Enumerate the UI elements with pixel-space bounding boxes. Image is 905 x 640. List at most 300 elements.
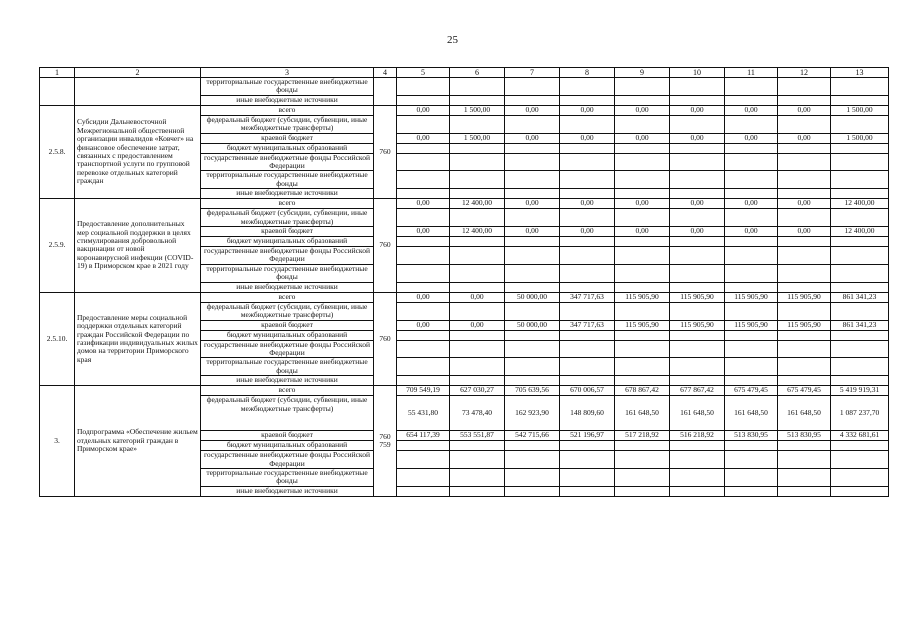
header-cell: 3 — [201, 68, 374, 78]
source-label: государственные внебюджетные фонды Российской Федерации — [201, 451, 374, 469]
budget-code: 760 — [374, 199, 397, 292]
value-cell — [831, 115, 889, 133]
value-cell — [670, 115, 725, 133]
row-number: 2.5.10. — [40, 292, 75, 385]
value-cell — [778, 302, 831, 320]
row-number: 2.5.9. — [40, 199, 75, 292]
value-cell — [450, 486, 505, 496]
value-cell — [670, 189, 725, 199]
value-cell — [778, 451, 831, 469]
source-label: территориальные государственные внебюджетные фонды — [201, 358, 374, 376]
value-cell: 861 341,23 — [831, 292, 889, 302]
source-label: всего — [201, 199, 374, 209]
value-cell — [450, 282, 505, 292]
value-cell — [670, 247, 725, 265]
value-cell — [615, 143, 670, 153]
value-cell — [778, 486, 831, 496]
value-cell — [670, 330, 725, 340]
value-cell — [778, 330, 831, 340]
source-label: бюджет муниципальных образований — [201, 143, 374, 153]
value-cell: 705 639,56 — [505, 386, 560, 396]
value-cell — [397, 451, 450, 469]
value-cell: 0,00 — [505, 199, 560, 209]
value-cell: 542 715,66 — [505, 431, 560, 441]
value-cell — [450, 302, 505, 320]
value-cell — [831, 376, 889, 386]
value-cell: 0,00 — [505, 105, 560, 115]
value-cell — [505, 189, 560, 199]
value-cell — [505, 486, 560, 496]
value-cell: 0,00 — [397, 133, 450, 143]
value-cell — [397, 441, 450, 451]
value-cell: 12 400,00 — [450, 199, 505, 209]
value-cell — [831, 486, 889, 496]
value-cell: 0,00 — [505, 133, 560, 143]
source-label: федеральный бюджет (субсидии, субвенции, иные межбюджетные трансферты) — [201, 209, 374, 227]
value-cell — [670, 209, 725, 227]
table-row — [40, 105, 889, 115]
value-cell — [615, 340, 670, 358]
value-cell — [725, 340, 778, 358]
value-cell — [397, 340, 450, 358]
value-cell — [778, 247, 831, 265]
value-cell — [397, 282, 450, 292]
budget-code: 760 — [374, 292, 397, 385]
value-cell — [670, 451, 725, 469]
table-row — [40, 199, 889, 209]
value-cell: 627 030,27 — [450, 386, 505, 396]
value-cell — [560, 171, 615, 189]
value-cell — [560, 468, 615, 486]
value-cell: 521 196,97 — [560, 431, 615, 441]
value-cell: 0,00 — [725, 227, 778, 237]
value-cell — [505, 237, 560, 247]
header-cell: 1 — [40, 68, 75, 78]
value-cell — [505, 247, 560, 265]
budget-code: 760 — [374, 105, 397, 198]
value-cell — [397, 486, 450, 496]
value-cell — [397, 358, 450, 376]
value-cell — [560, 340, 615, 358]
value-cell: 0,00 — [778, 133, 831, 143]
value-cell — [397, 209, 450, 227]
value-cell — [725, 189, 778, 199]
value-cell: 0,00 — [670, 105, 725, 115]
value-cell: 670 006,57 — [560, 386, 615, 396]
value-cell: 161 648,50 — [615, 396, 670, 431]
value-cell — [505, 282, 560, 292]
value-cell — [670, 143, 725, 153]
value-cell: 0,00 — [670, 199, 725, 209]
value-cell: 0,00 — [560, 199, 615, 209]
source-label: краевой бюджет — [201, 133, 374, 143]
value-cell — [450, 115, 505, 133]
header-cell: 12 — [778, 68, 831, 78]
value-cell — [450, 189, 505, 199]
value-cell — [397, 376, 450, 386]
value-cell — [778, 189, 831, 199]
source-label: всего — [201, 386, 374, 396]
header-cell: 9 — [615, 68, 670, 78]
value-cell — [505, 302, 560, 320]
value-cell — [725, 468, 778, 486]
source-label: всего — [201, 105, 374, 115]
header-cell: 4 — [374, 68, 397, 78]
value-cell — [831, 302, 889, 320]
value-cell: 0,00 — [670, 227, 725, 237]
source-label: иные внебюджетные источники — [201, 95, 374, 105]
value-cell — [831, 282, 889, 292]
row-name: Подпрограмма «Обеспечение жильем отдельных категорий граждан в Приморском крае» — [75, 386, 201, 497]
value-cell — [560, 115, 615, 133]
value-cell — [397, 115, 450, 133]
value-cell: 678 867,42 — [615, 386, 670, 396]
value-cell: 0,00 — [505, 227, 560, 237]
value-cell — [615, 282, 670, 292]
value-cell: 1 500,00 — [450, 105, 505, 115]
value-cell: 5 419 919,31 — [831, 386, 889, 396]
value-cell — [725, 247, 778, 265]
value-cell — [615, 486, 670, 496]
value-cell: 1 087 237,70 — [831, 396, 889, 431]
value-cell: 0,00 — [397, 105, 450, 115]
value-cell — [670, 441, 725, 451]
value-cell: 0,00 — [560, 133, 615, 143]
page-number: 25 — [447, 34, 458, 46]
value-cell — [450, 247, 505, 265]
value-cell: 0,00 — [560, 105, 615, 115]
value-cell — [450, 209, 505, 227]
value-cell: 677 867,42 — [670, 386, 725, 396]
value-cell — [615, 115, 670, 133]
value-cell — [505, 330, 560, 340]
source-label: территориальные государственные внебюджетные фонды — [201, 468, 374, 486]
value-cell: 654 117,39 — [397, 431, 450, 441]
value-cell — [670, 302, 725, 320]
value-cell — [778, 143, 831, 153]
source-label: федеральный бюджет (субсидии, субвенции, иные межбюджетные трансферты) — [201, 302, 374, 320]
value-cell — [778, 282, 831, 292]
value-cell: 553 551,87 — [450, 431, 505, 441]
source-label: государственные внебюджетные фонды Российской Федерации — [201, 340, 374, 358]
value-cell — [725, 330, 778, 340]
value-cell: 0,00 — [397, 320, 450, 330]
value-cell — [560, 376, 615, 386]
value-cell — [505, 376, 560, 386]
value-cell — [560, 153, 615, 171]
value-cell: 55 431,80 — [397, 396, 450, 431]
value-cell: 12 400,00 — [831, 199, 889, 209]
value-cell: 0,00 — [615, 133, 670, 143]
value-cell — [670, 486, 725, 496]
value-cell: 12 400,00 — [831, 227, 889, 237]
value-cell: 513 830,95 — [725, 431, 778, 441]
value-cell — [778, 376, 831, 386]
source-label: территориальные государственные внебюджетные фонды — [201, 78, 374, 96]
value-cell: 115 905,90 — [615, 320, 670, 330]
value-cell: 115 905,90 — [778, 320, 831, 330]
value-cell: 115 905,90 — [778, 292, 831, 302]
empty-cell — [40, 78, 75, 106]
value-cell: 709 549,19 — [397, 386, 450, 396]
value-cell — [505, 143, 560, 153]
value-cell — [725, 282, 778, 292]
value-cell — [560, 237, 615, 247]
value-cell: 0,00 — [725, 199, 778, 209]
value-cell — [615, 358, 670, 376]
source-label: краевой бюджет — [201, 320, 374, 330]
header-cell: 6 — [450, 68, 505, 78]
value-cell — [615, 302, 670, 320]
value-cell — [725, 376, 778, 386]
value-cell — [615, 264, 670, 282]
value-cell — [560, 189, 615, 199]
value-cell — [505, 358, 560, 376]
value-cell — [560, 209, 615, 227]
row-name: Субсидии Дальневосточной Межрегиональной общественной организации инвалидов «Ковчег» на финансовое обеспечение затрат, связанных с предоставлением транспортной услуги по групповой перевозке отдельных категорий граждан — [75, 105, 201, 198]
value-cell — [615, 153, 670, 171]
value-cell — [450, 330, 505, 340]
value-cell: 1 500,00 — [831, 105, 889, 115]
value-cell: 0,00 — [615, 199, 670, 209]
value-cell: 115 905,90 — [670, 320, 725, 330]
value-cell — [831, 264, 889, 282]
value-cell — [560, 302, 615, 320]
value-cell — [831, 247, 889, 265]
value-cell — [725, 451, 778, 469]
value-cell: 162 923,90 — [505, 396, 560, 431]
source-label: иные внебюджетные источники — [201, 376, 374, 386]
value-cell — [615, 237, 670, 247]
value-cell — [450, 237, 505, 247]
value-cell — [670, 340, 725, 358]
header-cell: 13 — [831, 68, 889, 78]
budget-table — [39, 67, 889, 497]
value-cell — [615, 330, 670, 340]
value-cell — [450, 153, 505, 171]
value-cell: 0,00 — [397, 292, 450, 302]
source-label: иные внебюджетные источники — [201, 189, 374, 199]
value-cell — [450, 143, 505, 153]
source-label: территориальные государственные внебюджетные фонды — [201, 171, 374, 189]
value-cell — [725, 143, 778, 153]
value-cell — [505, 115, 560, 133]
header-cell: 2 — [75, 68, 201, 78]
header-cell: 5 — [397, 68, 450, 78]
source-label: федеральный бюджет (субсидии, субвенции, иные межбюджетные трансферты) — [201, 115, 374, 133]
value-cell: 161 648,50 — [725, 396, 778, 431]
row-name: Предоставление дополнительных мер социальной поддержки в целях стимулирования добровольной вакцинации от новой коронавирусной инфекции (COVID-19) в Приморском крае в 2021 году — [75, 199, 201, 292]
table-row — [40, 386, 889, 396]
value-cell — [831, 330, 889, 340]
value-cell — [450, 358, 505, 376]
value-cell — [505, 468, 560, 486]
value-cell — [725, 209, 778, 227]
value-cell — [505, 264, 560, 282]
source-label: федеральный бюджет (субсидии, субвенции, иные межбюджетные трансферты) — [201, 396, 374, 431]
value-cell — [505, 340, 560, 358]
budget-code: 760 759 — [374, 386, 397, 497]
value-cell — [505, 209, 560, 227]
value-cell: 517 218,92 — [615, 431, 670, 441]
value-cell — [450, 376, 505, 386]
value-cell — [450, 468, 505, 486]
value-cell: 148 809,60 — [560, 396, 615, 431]
value-cell — [831, 340, 889, 358]
value-cell: 50 000,00 — [505, 292, 560, 302]
header-cell: 7 — [505, 68, 560, 78]
value-cell — [670, 358, 725, 376]
value-cell — [615, 376, 670, 386]
value-cell — [778, 264, 831, 282]
value-cell: 0,00 — [397, 199, 450, 209]
value-cell — [505, 451, 560, 469]
value-cell: 0,00 — [450, 292, 505, 302]
value-cell — [725, 441, 778, 451]
value-cell — [778, 340, 831, 358]
value-cell — [778, 153, 831, 171]
value-cell — [615, 468, 670, 486]
value-cell — [778, 237, 831, 247]
value-cell — [615, 189, 670, 199]
value-cell: 0,00 — [670, 133, 725, 143]
value-cell — [560, 247, 615, 265]
value-cell — [397, 237, 450, 247]
value-cell — [397, 468, 450, 486]
value-cell — [831, 451, 889, 469]
value-cell — [615, 247, 670, 265]
value-cell — [725, 171, 778, 189]
value-cell: 516 218,92 — [670, 431, 725, 441]
value-cell — [615, 171, 670, 189]
header-cell: 11 — [725, 68, 778, 78]
value-cell: 0,00 — [778, 199, 831, 209]
value-cell — [831, 237, 889, 247]
value-cell — [560, 358, 615, 376]
source-label: иные внебюджетные источники — [201, 282, 374, 292]
value-cell: 0,00 — [725, 105, 778, 115]
value-cell — [725, 358, 778, 376]
value-cell — [725, 115, 778, 133]
value-cell — [778, 209, 831, 227]
value-cell — [397, 302, 450, 320]
value-cell: 115 905,90 — [670, 292, 725, 302]
value-cell — [831, 143, 889, 153]
value-cell — [670, 468, 725, 486]
value-cell: 675 479,45 — [725, 386, 778, 396]
value-cell — [725, 302, 778, 320]
value-cell: 861 341,23 — [831, 320, 889, 330]
value-cell — [450, 441, 505, 451]
table-row — [40, 78, 889, 96]
value-cell: 1 500,00 — [450, 133, 505, 143]
value-cell — [778, 358, 831, 376]
value-cell — [397, 143, 450, 153]
source-label: территориальные государственные внебюджетные фонды — [201, 264, 374, 282]
source-label: краевой бюджет — [201, 227, 374, 237]
source-label: бюджет муниципальных образований — [201, 441, 374, 451]
value-cell: 1 500,00 — [831, 133, 889, 143]
value-cell — [831, 171, 889, 189]
value-cell — [560, 264, 615, 282]
value-cell — [505, 153, 560, 171]
value-cell: 0,00 — [450, 320, 505, 330]
value-cell — [831, 441, 889, 451]
source-label: бюджет муниципальных образований — [201, 237, 374, 247]
value-cell: 0,00 — [725, 133, 778, 143]
empty-cell — [374, 78, 397, 106]
value-cell: 161 648,50 — [670, 396, 725, 431]
value-cell: 347 717,63 — [560, 320, 615, 330]
value-cell — [560, 330, 615, 340]
value-cell — [670, 153, 725, 171]
value-cell — [778, 468, 831, 486]
value-cell — [725, 237, 778, 247]
value-cell — [560, 451, 615, 469]
value-cell — [615, 209, 670, 227]
row-number: 3. — [40, 386, 75, 497]
value-cell — [778, 115, 831, 133]
value-cell — [397, 171, 450, 189]
value-cell — [725, 153, 778, 171]
value-cell — [831, 153, 889, 171]
value-cell — [615, 441, 670, 451]
value-cell: 0,00 — [778, 227, 831, 237]
value-cell: 0,00 — [778, 105, 831, 115]
source-label: государственные внебюджетные фонды Российской Федерации — [201, 247, 374, 265]
value-cell — [670, 264, 725, 282]
row-number: 2.5.8. — [40, 105, 75, 198]
value-cell — [560, 486, 615, 496]
source-label: государственные внебюджетные фонды Российской Федерации — [201, 153, 374, 171]
value-cell — [450, 171, 505, 189]
value-cell: 115 905,90 — [615, 292, 670, 302]
header-cell: 10 — [670, 68, 725, 78]
value-cell: 115 905,90 — [725, 292, 778, 302]
header-row — [40, 68, 889, 78]
value-cell — [397, 330, 450, 340]
source-label: краевой бюджет — [201, 431, 374, 441]
value-cell — [725, 264, 778, 282]
value-cell — [725, 486, 778, 496]
header-cell: 8 — [560, 68, 615, 78]
value-cell: 73 478,40 — [450, 396, 505, 431]
value-cell: 513 830,95 — [778, 431, 831, 441]
value-cell: 0,00 — [560, 227, 615, 237]
value-cell: 0,00 — [397, 227, 450, 237]
value-cell: 161 648,50 — [778, 396, 831, 431]
value-cell — [778, 441, 831, 451]
value-cell — [397, 247, 450, 265]
value-cell: 0,00 — [615, 105, 670, 115]
value-cell — [560, 143, 615, 153]
value-cell: 675 479,45 — [778, 386, 831, 396]
empty-cell — [75, 78, 201, 106]
value-cell: 4 332 681,61 — [831, 431, 889, 441]
value-cell — [505, 171, 560, 189]
value-cell — [831, 468, 889, 486]
value-cell — [450, 264, 505, 282]
source-label: бюджет муниципальных образований — [201, 330, 374, 340]
value-cell: 347 717,63 — [560, 292, 615, 302]
row-name: Предоставление меры социальной поддержки отдельных категорий граждан Российской Федерации по газификации индивидуальных жилых домов на территории Приморского края — [75, 292, 201, 385]
source-label: всего — [201, 292, 374, 302]
value-cell — [670, 282, 725, 292]
value-cell — [397, 264, 450, 282]
value-cell — [450, 340, 505, 358]
value-cell — [450, 451, 505, 469]
value-cell — [397, 153, 450, 171]
